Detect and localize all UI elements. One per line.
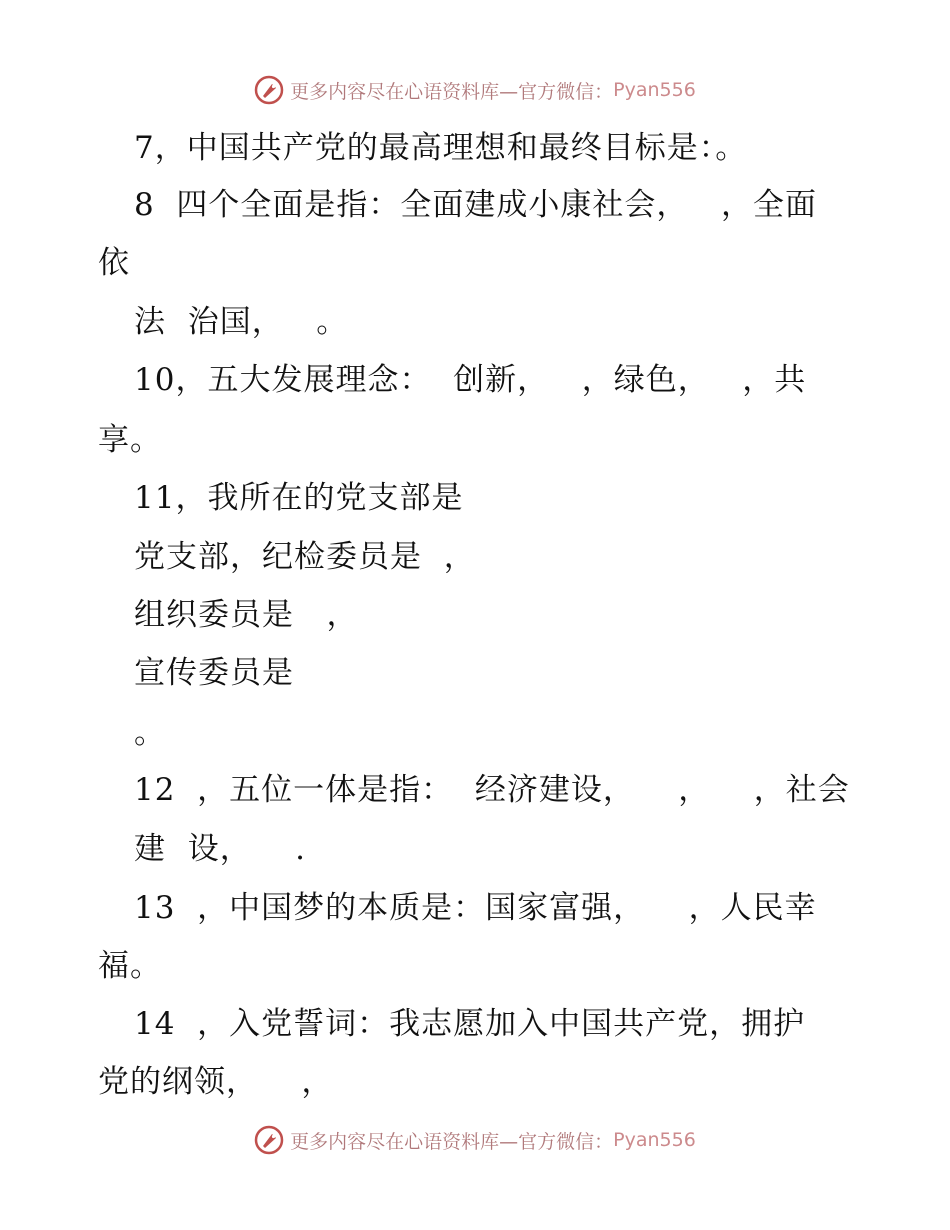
watermark-contact: Pyan556 xyxy=(613,79,696,101)
watermark-text: 更多内容尽在心语资料库—官方微信： xyxy=(290,80,614,103)
watermark-text: 更多内容尽在心语资料库—官方微信： xyxy=(290,1130,614,1153)
watermark-contact: Pyan556 xyxy=(613,1129,696,1151)
text-line: 8 四个全面是指：全面建成小康社会， ，全面 xyxy=(134,187,817,223)
text-line: 12 ，五位一体是指： 经济建设， ， ，社会 xyxy=(134,772,850,808)
pen-nib-logo-icon xyxy=(254,1125,284,1155)
text-line: 14 ，入党誓词：我志愿加入中国共产党，拥护 xyxy=(134,1006,806,1042)
text-line: 福。 xyxy=(98,948,162,984)
text-line: 法 治国， 。 xyxy=(134,304,349,340)
text-line: 10，五大发展理念： 创新， ，绿色， ，共 xyxy=(134,362,807,398)
text-line: 11，我所在的党支部是 xyxy=(134,480,464,516)
text-line: 13 ，中国梦的本质是：国家富强， ，人民幸 xyxy=(134,890,817,926)
text-line: 组织委员是 ， xyxy=(134,597,359,633)
text-line: 依 xyxy=(98,245,130,281)
text-line: 宣传委员是 xyxy=(134,655,294,691)
text-line: 党的纲领， ， xyxy=(98,1064,334,1100)
text-line: 建 设， . xyxy=(134,831,306,867)
text-line: 。 xyxy=(134,715,166,751)
text-line: 党支部，纪检委员是 ， xyxy=(134,539,476,575)
text-line: 7，中国共产党的最高理想和最终目标是：。 xyxy=(134,130,748,166)
footer-watermark xyxy=(0,1120,950,1160)
text-line: 享。 xyxy=(98,422,162,458)
